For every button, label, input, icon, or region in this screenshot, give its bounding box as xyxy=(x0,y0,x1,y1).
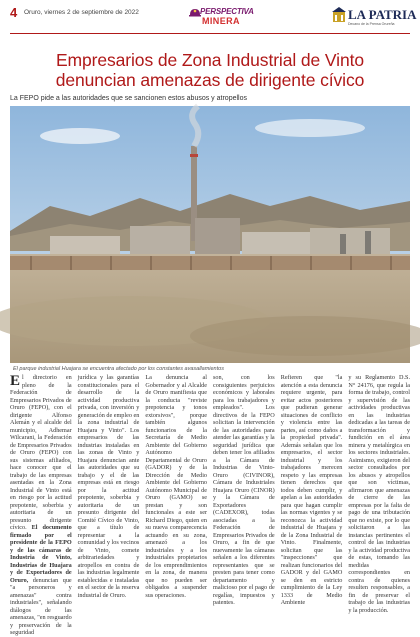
section-title-line2: MINERA xyxy=(202,16,240,26)
column-1-bold-text: El documento firmado por el presidente de la FEPO y de las cámaras de Industria de Vinto, Industrias de Huajara y de Exportadores de Oruro, xyxy=(10,524,72,584)
article-column-1 xyxy=(10,373,72,636)
article-column-2: jurídica y las garantías constitucionales para el desarrollo de la actividad productiva privada, con inversión y generación de empleo en la zona industrial de Huajara y Vinto". Los empresarios de las industrias instaladas en las zonas de Vinto y Huajara denuncian ante las autoridades que su trabajo y el de las empresas está en riesgo por la actitud prepotente, soberbia y autoritaria de un presunto dirigente del Comité Cívico de Vinto, que a título de representar a la comunidad y los vecinos de Vinto, comete arbitrariedades y atropellos en contra de las industrias legalmente establecidas e instaladas en el sector de la reserva industrial de Oruro. xyxy=(77,374,140,599)
headline-line2: denuncian amenazas de dirigente cívico xyxy=(55,70,365,90)
column-1-tail: denuncian que "a personeros y amenazas" contra industriales", señalando diálogos de las amenazas, "en resguardo y preservación de la seguridad xyxy=(10,576,72,636)
header-rule xyxy=(10,33,410,34)
headline-line1: Empresarios de Zona Industrial de Vinto xyxy=(55,50,365,70)
article-column-6: y su Reglamento D.S. N° 24176, que regula la forma de trabajo, control y supervisión de las actividades productivas en las industrias dedicadas a las tareas de transformación y fundición en el área minera y metalúrgica en los sectores industriales. Asimismo, exigieron del sector consultados por los abusos y atropellos que son víctimas, afirmaron que amenazas de cierre de las empresas por la falta de pago de una tributación que no existe, por lo que solicitaron a las instancias pertinentes el control de las industrias y la actividad productiva de estas, tomando las medidas correspondientes en contra de quienes resulten responsables, a fin de preservar el trabajo de las industrias y la producción. xyxy=(348,374,411,614)
article-column-3: La denuncia al Gobernador y al Alcalde de Oruro manifiesta que la conducta "reviste prepotencia y tonos extorsivos", porque también algunos funcionarios de la Secretaría de Medio Ambiente del Gobierno Autónomo Departamental de Oruro (GADOR) y de la Dirección de Medio Ambiente del Gobierno Autónomo Municipal de Oruro (GAMO) se prestan y son funcionales a este ser Richard Diego, quien en su nueva comparecencia actuando en su zona, amenazó a los industriales y a los industriales propietarios de los emprendimientos en la zona, de manera que no pueden ser obligados a suspender sus operaciones. xyxy=(145,374,208,599)
building-logo-icon xyxy=(332,6,346,22)
article-column-5: Refieren que "la atención a esta denuncia requiere urgente, para evitar actos posteriores que pudieran generar situaciones de conflicto y violencia entre las partes, así como daños a la propiedad privada". Además señalan que los empresarios, el sector industrial y los trabajadores merecen respeto y las empresas tienen derechos que todos deben cumplir, y apelan a las autoridades para que hagan cumplir las normas vigentes y se reconozca la actividad industrial de Huajara y de la Zona Industrial de Vinto. Finalmente, solicitan que las "inspecciones" que realizan funcionarios del GADOR y del GAMO se den en estricto cumplimiento de la Ley 1333 de Medio Ambiente xyxy=(280,374,343,606)
masthead-name: LA PATRIA xyxy=(348,7,417,22)
section-title-line1: PERSPECTIVA xyxy=(200,7,254,16)
page-number: 4 xyxy=(10,5,18,20)
page-header xyxy=(0,0,420,34)
dateline: Oruro, viernes 2 de septiembre de 2022 xyxy=(24,9,139,16)
article-column-4: son, con los consiguientes perjuicios económicos y laborales para los trabajadores y empleados". Los directivos de la FEPO solicitan la intervención de las autoridades para atender las garantías y la seguridad jurídica que deben tener los afiliados a la Cámara de Industrias de Vinto-Oruro (CIVINOR), Cámara de Industriales Huajara Oruro (CINOR) y la Cámara de Exportadores (CADEXOR), todas asociadas a la Federación de Empresarios Privados de Oruro, a fin de que nuevamente las cámaras señalen a los diferentes representantes que se presten para tener como departamento y malicioso por el pago de regalías, impuestos y patentes. xyxy=(213,374,275,606)
article-headline xyxy=(10,50,410,90)
section-logo xyxy=(188,2,254,32)
photo-caption: El parque industrial Huajara se encuentra afectado por los constantes avasallamientos xyxy=(13,366,224,372)
article-deck: La FEPO pide a las autoridades que se sancionen estos abusos y atropellos xyxy=(10,95,247,102)
masthead-subtitle: Decano de la Prensa Orureña xyxy=(348,22,395,26)
article-body xyxy=(10,373,411,636)
column-1-text: l directorio en pleno de la Federación de Empresarios Privados de Oruro (FEPO), con el dirigente Alfonso Alemán y el alcalde del municipio, Adhemar Wilcarani, la Federación de Empresarios Privados de Oruro (FEPO) con sus sistemas afiliados, hace conocer que el trabajo de las empresas asentadas en la Zona Industrial de Vinto está en riesgo por la actitud prepotente, soberbia y autoritaria de un presunto dirigente cívico. xyxy=(10,374,72,531)
article-photo xyxy=(10,106,410,363)
industrial-zone-photo xyxy=(10,106,410,363)
drop-cap: E xyxy=(10,373,21,389)
